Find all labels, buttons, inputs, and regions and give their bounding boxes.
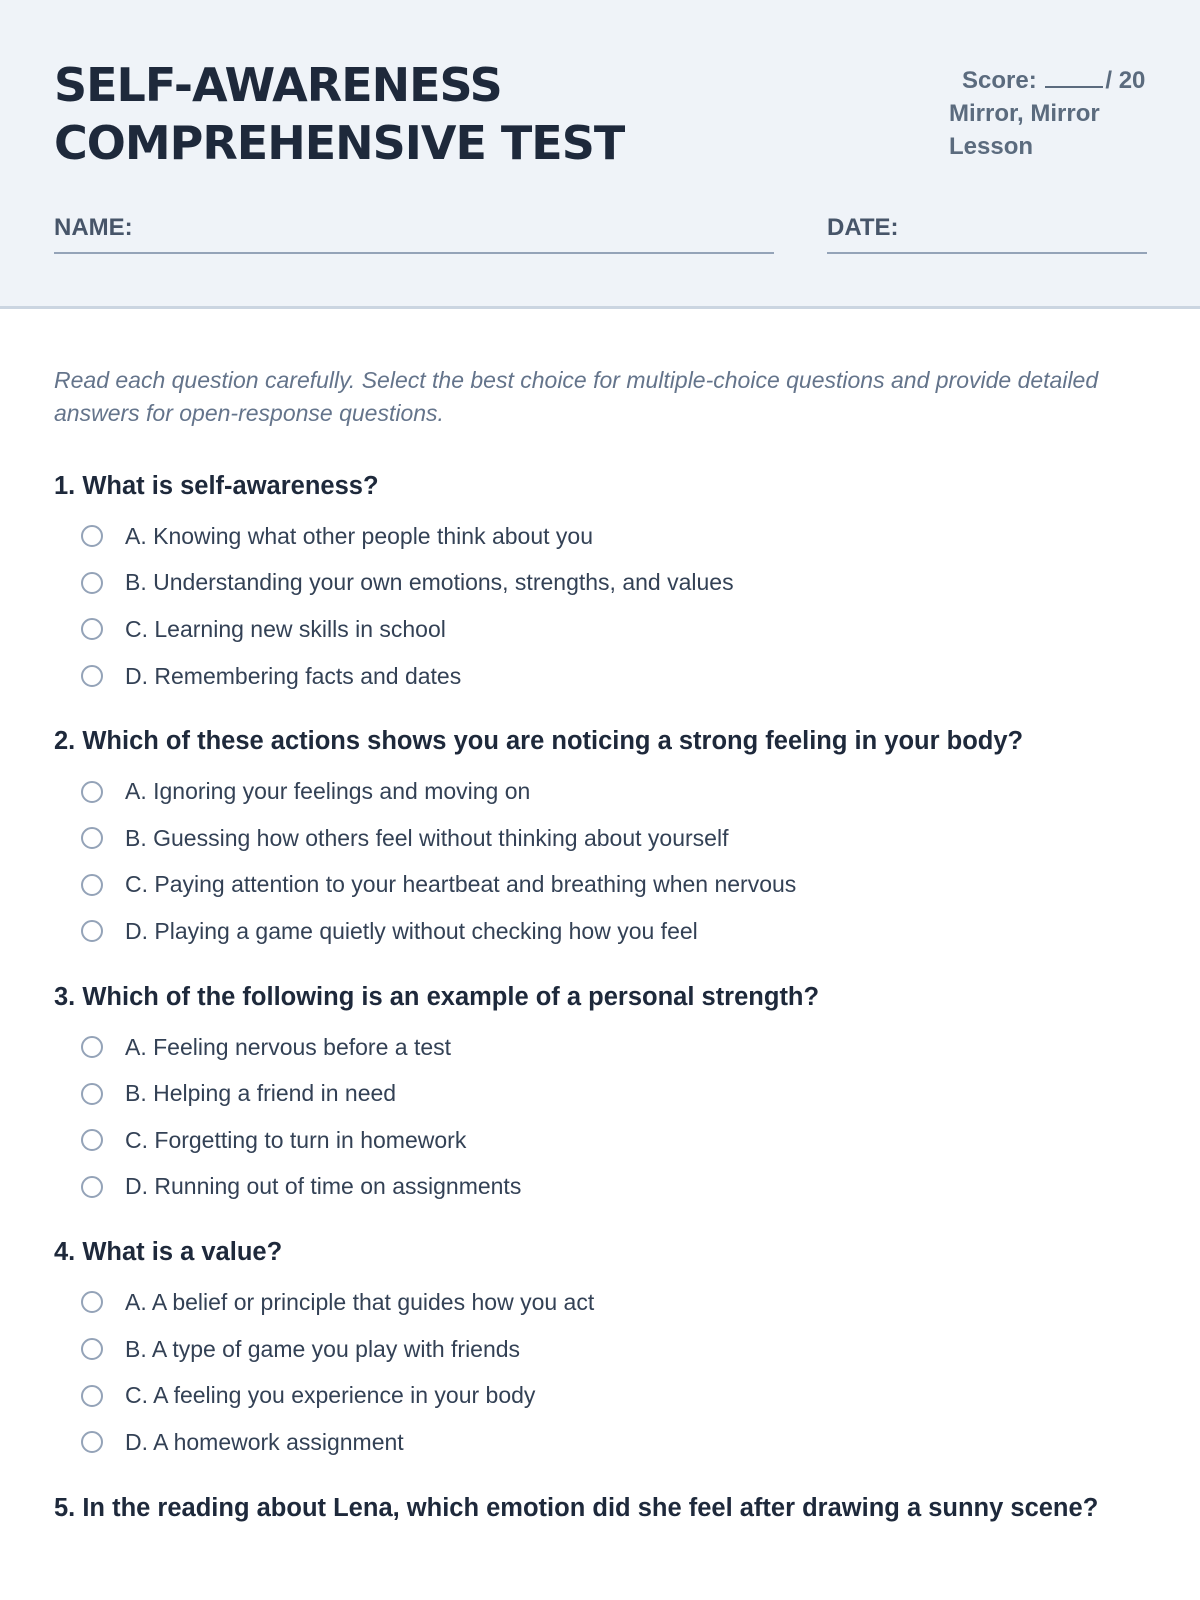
radio-button[interactable] [81,1385,103,1407]
test-meta [949,64,1149,163]
answer-option[interactable] [54,862,1154,909]
question-text: 2. Which of these actions shows you are noticing a strong feeling in your body? [54,727,1024,756]
radio-button[interactable] [81,781,103,803]
answer-option-label: B. A type of game you play with friends [125,1335,521,1362]
answer-option[interactable] [54,908,1154,955]
title-line-2: COMPREHENSIVE TEST [54,116,625,170]
radio-button[interactable] [81,618,103,640]
answer-option[interactable] [54,606,1154,653]
question-1 [54,470,1154,699]
lesson-name: Mirror, Mirror [949,100,1100,127]
answer-option[interactable] [54,1024,1154,1071]
answer-option-label: C. Learning new skills in school [125,615,446,642]
answer-option[interactable] [54,768,1154,815]
radio-button[interactable] [81,1291,103,1313]
test-header [0,0,1200,309]
radio-button[interactable] [81,665,103,687]
question-text: 1. What is self-awareness? [54,472,379,500]
answer-option[interactable] [54,513,1154,560]
answer-option-label: C. Forgetting to turn in homework [125,1126,467,1153]
radio-button[interactable] [81,525,103,547]
answer-option-label: A. Knowing what other people think about you [125,522,593,549]
radio-button[interactable] [81,572,103,594]
instructions-text: Read each question carefully. Select the best choice for multiple-choice questions and provide detailed answers for open-response questions. [54,367,1099,426]
score-total: / 20 [1105,67,1146,94]
question-5 [54,1492,1154,1525]
question-text: 4. What is a value? [54,1238,283,1267]
date-label: DATE: [827,214,899,241]
answer-option-label: B. Guessing how others feel without thinking about yourself [125,824,729,851]
name-field[interactable] [54,214,774,254]
question-list [54,470,1154,1551]
answer-option[interactable] [54,1117,1154,1164]
radio-button[interactable] [81,1129,103,1151]
score-line [949,64,1149,97]
answer-option[interactable] [54,560,1154,607]
answer-option[interactable] [54,1372,1154,1419]
answer-option[interactable] [54,815,1154,862]
name-label: NAME: [54,214,133,241]
answer-option-label: D. Playing a game quietly without checking how you feel [125,917,698,944]
question-text: 5. In the reading about Lena, which emotion did she feel after drawing a sunny scene? [54,1493,1099,1522]
question-3 [54,981,1154,1210]
radio-button[interactable] [81,1338,103,1360]
answer-option[interactable] [54,653,1154,700]
answer-option-label: B. Helping a friend in need [125,1080,397,1107]
answer-option[interactable] [54,1326,1154,1373]
radio-button[interactable] [81,1036,103,1058]
answer-option-label: C. A feeling you experience in your body [125,1382,536,1409]
answer-option[interactable] [54,1070,1154,1117]
answer-option-label: D. Running out of time on assignments [125,1173,522,1200]
score-blank[interactable] [1045,66,1103,88]
answer-option[interactable] [54,1419,1154,1466]
answer-option-label: C. Paying attention to your heartbeat and breathing when nervous [125,871,797,898]
answer-option-label: A. Ignoring your feelings and moving on [125,778,531,805]
answer-option-label: B. Understanding your own emotions, strengths, and values [125,569,734,596]
radio-button[interactable] [81,827,103,849]
question-4 [54,1236,1154,1465]
radio-button[interactable] [81,1083,103,1105]
question-2 [54,725,1154,954]
question-text: 3. Which of the following is an example of a personal strength? [54,982,820,1011]
radio-button[interactable] [81,1176,103,1198]
answer-option-label: A. A belief or principle that guides how you act [125,1288,595,1315]
radio-button[interactable] [81,1431,103,1453]
lesson-label: Lesson [949,133,1034,160]
answer-option-label: A. Feeling nervous before a test [125,1033,452,1060]
page-title [54,56,854,172]
score-label: Score: [962,67,1037,94]
answer-option[interactable] [54,1279,1154,1326]
answer-option[interactable] [54,1164,1154,1211]
answer-option-label: D. Remembering facts and dates [125,662,462,689]
date-field[interactable] [827,214,1147,254]
radio-button[interactable] [81,874,103,896]
answer-option-label: D. A homework assignment [125,1428,404,1455]
title-line-1: SELF-AWARENESS [54,58,502,112]
radio-button[interactable] [81,920,103,942]
